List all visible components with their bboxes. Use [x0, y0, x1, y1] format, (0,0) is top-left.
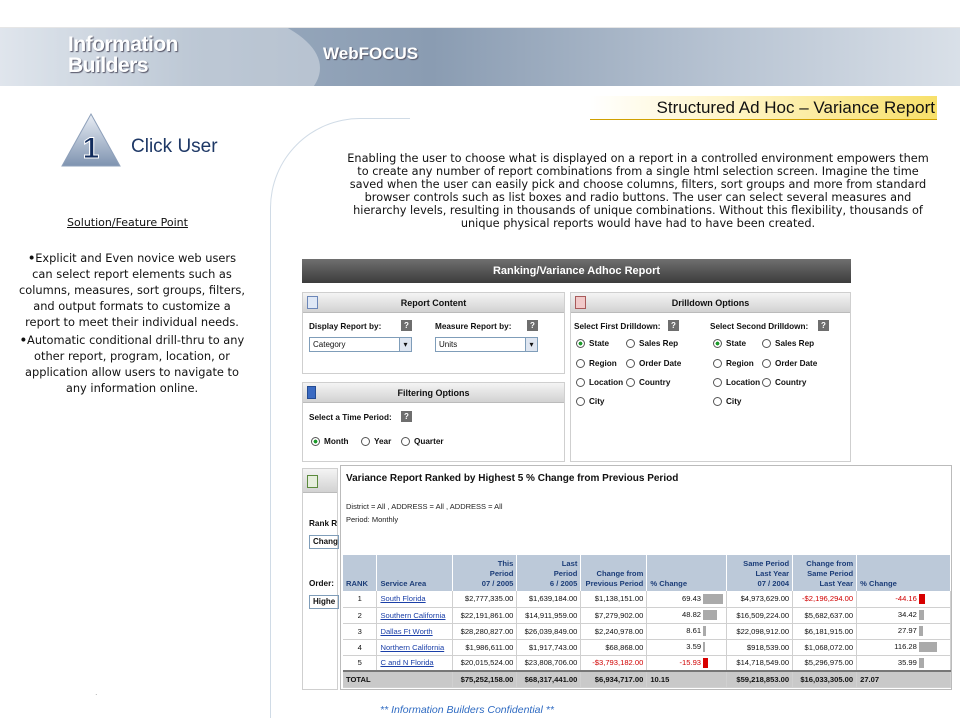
same-cell: $22,098,912.00 [727, 623, 793, 639]
decorative-dot: . [95, 688, 98, 697]
help-icon[interactable]: ? [401, 411, 412, 422]
variance-table [343, 555, 951, 688]
bullet-1: • Explicit and Even novice web users can select report elements such as columns, measures, sort groups, filters, and output formats to customize a report to meet their individual needs. [16, 250, 248, 330]
this-cell: $1,986,611.00 [453, 639, 517, 655]
total-change: $6,934,717.00 [581, 671, 647, 687]
pct-value: -15.93 [679, 657, 702, 667]
change-cell: -$3,793,182.00 [581, 655, 647, 671]
area-link[interactable]: South Florida [380, 594, 426, 604]
area-cell [377, 623, 453, 639]
first-drilldown-label: Select First Drilldown: [574, 322, 661, 331]
pct2-bar [919, 658, 924, 668]
sort-panel-partial [302, 468, 338, 690]
document-icon [307, 296, 318, 309]
top-strip [0, 0, 960, 28]
logo-line2: Builders [68, 54, 149, 77]
col-rank: RANK [343, 555, 377, 591]
pct-bar [703, 658, 708, 668]
first-radio-location[interactable]: Location [576, 378, 623, 387]
pct-bar [703, 610, 717, 620]
header-banner [0, 28, 960, 86]
this-cell: $2,777,335.00 [453, 591, 517, 607]
first-radio-state[interactable]: State [576, 339, 609, 348]
last-cell: $23,808,706.00 [517, 655, 581, 671]
rank-cell: 5 [343, 655, 377, 671]
report-content-title [303, 293, 564, 313]
total-pct2: 27.07 [857, 671, 951, 687]
pct2-value: 34.42 [897, 610, 917, 619]
last-cell: $1,917,743.00 [517, 639, 581, 655]
last-cell: $14,911,959.00 [517, 607, 581, 623]
col-change-last-year: Change from Same Period Last Year [793, 555, 857, 591]
logo-line1: Information [68, 33, 178, 56]
slide-title-bar [590, 96, 937, 120]
col-last-period: Last Period 6 / 2005 [517, 555, 581, 591]
pct-cell [647, 623, 727, 639]
pct2-bar [919, 626, 923, 636]
pct-value: 69.43 [682, 593, 702, 603]
help-icon[interactable]: ? [668, 320, 679, 331]
rank-cell: 2 [343, 607, 377, 623]
variance-report [340, 465, 952, 690]
total-pct: 10.15 [647, 671, 727, 687]
pct2-cell [857, 639, 951, 655]
rank-cell: 3 [343, 623, 377, 639]
table-row [343, 623, 951, 639]
pct2-cell [857, 623, 951, 639]
time-period-label: Select a Time Period: [309, 413, 392, 422]
table-row [343, 607, 951, 623]
pct-bar [703, 642, 705, 652]
help-icon[interactable]: ? [401, 320, 412, 331]
period-radio-month[interactable]: Month [311, 437, 349, 446]
last-cell: $1,639,184.00 [517, 591, 581, 607]
solution-heading: Solution/Feature Point [67, 216, 188, 229]
drilldown-icon [575, 296, 586, 309]
first-radio-sales-rep[interactable]: Sales Rep [626, 339, 678, 348]
col-pct-change-2: % Change [857, 555, 951, 591]
pct-bar [703, 594, 723, 604]
col-same-period: Same Period Last Year 07 / 2004 [727, 555, 793, 591]
area-cell [377, 655, 453, 671]
step-label: Click User [131, 136, 218, 157]
help-icon[interactable]: ? [527, 320, 538, 331]
this-cell: $28,280,827.00 [453, 623, 517, 639]
product-name: WebFOCUS [323, 44, 419, 63]
col-change-prev: Change from Previous Period [581, 555, 647, 591]
table-header-row [343, 555, 951, 591]
description-text: Enabling the user to choose what is displayed on a report in a controlled environment empowers them to create any number of report combinations from a single html selection screen. Imagine the time saved when the user can easily pick and choose columns, filters, sort groups and more from standard browser controls such as list boxes and radio buttons. The user can select several measures and hierarchy levels, resulting in thousands of unique combinations. Without this flexibility, thousands of unique physical reports would have had to have been created. [347, 152, 929, 230]
total-same: $59,218,853.00 [727, 671, 793, 687]
pct-value: 8.61 [686, 626, 702, 635]
last-cell: $26,039,849.00 [517, 623, 581, 639]
first-radio-country[interactable]: Country [626, 378, 670, 387]
step-number: 1 [82, 132, 100, 165]
table-row [343, 591, 951, 607]
step-number-icon [60, 112, 122, 168]
pct-cell [647, 655, 727, 671]
col-pct-change: % Change [647, 555, 727, 591]
second-radio-sales-rep[interactable]: Sales Rep [762, 339, 814, 348]
filtering-label: Filtering Options [397, 388, 470, 398]
second-radio-order-date[interactable]: Order Date [762, 359, 817, 368]
measure-report-select[interactable]: Units ▾ [435, 337, 538, 352]
adhoc-report-header: Ranking/Variance Adhoc Report [302, 259, 851, 283]
variance-filters: District = All , ADDRESS = All , ADDRESS = All [346, 502, 503, 511]
filtering-panel [302, 382, 565, 462]
pct-cell [647, 607, 727, 623]
slide-title: Structured Ad Hoc – Variance Report [656, 98, 935, 117]
second-drilldown-label: Select Second Drilldown: [710, 322, 809, 331]
pct-cell [647, 639, 727, 655]
variance-title: Variance Report Ranked by Highest 5 % Change from Previous Period [346, 473, 679, 484]
total-last: $68,317,441.00 [517, 671, 581, 687]
same-cell: $16,509,224.00 [727, 607, 793, 623]
second-radio-location[interactable]: Location [713, 378, 760, 387]
chgly-cell: $1,068,072.00 [793, 639, 857, 655]
first-radio-order-date[interactable]: Order Date [626, 359, 681, 368]
rank-label: Rank R [309, 519, 338, 528]
second-radio-region[interactable]: Region [713, 359, 754, 368]
help-icon[interactable]: ? [818, 320, 829, 331]
pct2-bar [919, 642, 937, 652]
display-report-label: Display Report by: [309, 322, 382, 331]
this-cell: $22,191,861.00 [453, 607, 517, 623]
area-link[interactable]: Dallas Ft Worth [380, 626, 433, 636]
total-label: TOTAL [343, 671, 453, 687]
pct2-bar [919, 610, 924, 620]
pct2-cell [857, 607, 951, 623]
variance-period: Period: Monthly [346, 515, 399, 524]
rank-select[interactable]: Chang [309, 535, 339, 549]
total-this: $75,252,158.00 [453, 671, 517, 687]
col-this-period: This Period 07 / 2005 [453, 555, 517, 591]
pct-cell [647, 591, 727, 607]
second-radio-state[interactable]: State [713, 339, 746, 348]
area-link[interactable]: Northern California [380, 642, 445, 652]
chgly-cell: $5,296,975.00 [793, 655, 857, 671]
filter-icon [307, 386, 316, 399]
period-radio-quarter[interactable]: Quarter [401, 437, 444, 446]
chgly-cell: -$2,196,294.00 [793, 591, 857, 607]
change-cell: $1,138,151.00 [581, 591, 647, 607]
change-cell: $2,240,978.00 [581, 623, 647, 639]
order-label: Order: [309, 579, 335, 588]
rank-cell: 1 [343, 591, 377, 607]
same-cell: $4,973,629.00 [727, 591, 793, 607]
chgly-cell: $6,181,915.00 [793, 623, 857, 639]
first-radio-city[interactable]: City [576, 397, 604, 406]
col-service-area: Service Area [377, 555, 453, 591]
pct2-bar [919, 594, 925, 604]
pct2-value: 35.99 [897, 657, 917, 667]
table-row [343, 655, 951, 671]
pct2-value: -44.16 [895, 593, 917, 603]
area-link[interactable]: Southern California [380, 610, 446, 620]
solution-bullets [16, 250, 248, 398]
same-cell: $14,718,549.00 [727, 655, 793, 671]
pct2-cell [857, 591, 951, 607]
area-cell [377, 639, 453, 655]
same-cell: $918,539.00 [727, 639, 793, 655]
second-radio-country[interactable]: Country [762, 378, 806, 387]
pct-bar [703, 626, 706, 636]
pct-value: 3.59 [686, 642, 702, 651]
change-cell: $68,868.00 [581, 639, 647, 655]
display-report-select[interactable]: Category ▾ [309, 337, 412, 352]
drilldown-title [571, 293, 850, 313]
second-radio-city[interactable]: City [713, 397, 741, 406]
area-cell [377, 591, 453, 607]
pct2-value: 116.28 [894, 642, 917, 651]
filtering-title [303, 383, 564, 403]
variance-rows [343, 591, 951, 687]
area-cell [377, 607, 453, 623]
sort-panel-title [303, 469, 337, 493]
change-cell: $7,279,902.00 [581, 607, 647, 623]
confidential-footer: ** Information Builders Confidential ** [380, 704, 554, 716]
pct-value: 48.82 [682, 610, 702, 619]
chgly-cell: $5,682,637.00 [793, 607, 857, 623]
total-row [343, 671, 951, 687]
order-select[interactable]: Highe [309, 595, 339, 609]
table-row [343, 639, 951, 655]
pct2-value: 27.97 [897, 626, 917, 635]
report-content-label: Report Content [400, 298, 467, 308]
drilldown-panel [570, 292, 851, 462]
measure-report-label: Measure Report by: [435, 322, 512, 331]
drilldown-label: Drilldown Options [671, 298, 750, 308]
total-chgly: $16,033,305.00 [793, 671, 857, 687]
report-content-panel [302, 292, 565, 374]
bullet-2: • Automatic conditional drill-thru to any other report, program, location, or application allow users to navigate to any information online. [16, 332, 248, 396]
rank-cell: 4 [343, 639, 377, 655]
period-radio-year[interactable]: Year [361, 437, 391, 446]
pct2-cell [857, 655, 951, 671]
area-link[interactable]: C and N Florida [380, 658, 434, 668]
sort-icon [307, 475, 318, 488]
first-radio-region[interactable]: Region [576, 359, 617, 368]
this-cell: $20,015,524.00 [453, 655, 517, 671]
